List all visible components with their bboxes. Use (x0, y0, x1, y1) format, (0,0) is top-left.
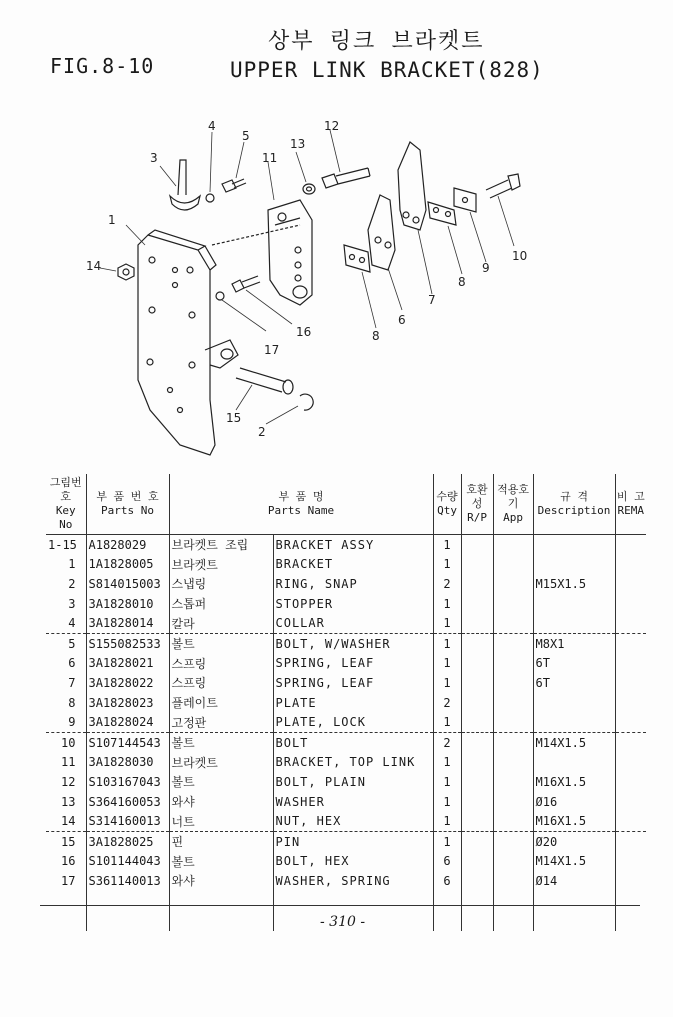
description-cell: M14X1.5 (533, 732, 615, 752)
part-name-ko-cell: 볼트 (169, 633, 273, 653)
part-no-cell: 3A1828021 (86, 654, 169, 674)
callout-12: 12 (324, 119, 340, 133)
qty-cell: 1 (433, 654, 461, 674)
part-name-ko-cell: 칼라 (169, 613, 273, 633)
callout-4: 4 (208, 119, 216, 133)
rp-cell (461, 574, 493, 594)
header-parts-no: 부 품 번 호 Parts No (86, 474, 169, 535)
rema-cell (615, 753, 646, 773)
part-name-cell: BRACKET, TOP LINK (273, 753, 433, 773)
part-name-ko-cell: 고정판 (169, 712, 273, 732)
qty-cell: 1 (433, 831, 461, 851)
table-row (46, 613, 646, 633)
description-cell: Ø16 (533, 792, 615, 812)
rema-cell (615, 633, 646, 653)
callout-17: 17 (264, 343, 280, 357)
key-cell: 12 (46, 772, 86, 792)
description-cell: Ø14 (533, 871, 615, 891)
callout-10: 10 (512, 249, 528, 263)
qty-cell: 1 (433, 753, 461, 773)
blank-cell (169, 891, 273, 931)
table-row (46, 555, 646, 575)
rp-cell (461, 712, 493, 732)
blank-cell (615, 891, 646, 931)
callout-14: 14 (86, 259, 102, 273)
part-name-cell: WASHER (273, 792, 433, 812)
key-cell: 1 (46, 555, 86, 575)
title-korean: 상부 링크 브라켓트 (268, 29, 485, 54)
part-name-ko-cell: 스톱퍼 (169, 594, 273, 614)
part-no-cell: S155082533 (86, 633, 169, 653)
part-name-ko-cell: 와샤 (169, 792, 273, 812)
part-name-cell: PLATE (273, 693, 433, 713)
qty-cell: 1 (433, 712, 461, 732)
title-english: UPPER LINK BRACKET(828) (230, 58, 544, 82)
callout-8a: 8 (372, 329, 380, 343)
app-cell (493, 811, 533, 831)
header-description: 규 격 Description (533, 474, 615, 535)
rp-cell (461, 594, 493, 614)
part-name-ko-cell: 볼트 (169, 732, 273, 752)
part-name-cell: BOLT (273, 732, 433, 752)
part-name-cell: PLATE, LOCK (273, 712, 433, 732)
rp-cell (461, 673, 493, 693)
part-no-cell: S103167043 (86, 772, 169, 792)
app-cell (493, 712, 533, 732)
callout-11: 11 (262, 151, 278, 165)
app-cell (493, 654, 533, 674)
callout-8b: 8 (458, 275, 466, 289)
part-name-cell: BOLT, PLAIN (273, 772, 433, 792)
qty-cell: 2 (433, 732, 461, 752)
part-name-cell: BRACKET ASSY (273, 535, 433, 555)
qty-cell: 1 (433, 555, 461, 575)
table-row (46, 594, 646, 614)
rp-cell (461, 811, 493, 831)
blank-cell (433, 891, 461, 931)
callout-15: 15 (226, 411, 242, 425)
rp-cell (461, 732, 493, 752)
table-row (46, 673, 646, 693)
table-row (46, 693, 646, 713)
key-cell: 16 (46, 852, 86, 872)
rp-cell (461, 871, 493, 891)
blank-cell (46, 891, 86, 931)
part-name-ko-cell: 핀 (169, 831, 273, 851)
rema-cell (615, 852, 646, 872)
app-cell (493, 831, 533, 851)
part-no-cell: 1A1828005 (86, 555, 169, 575)
part-name-ko-cell: 너트 (169, 811, 273, 831)
header-rema: 비 고 REMA (615, 474, 646, 535)
header-parts-name: 부 품 명 Parts Name (169, 474, 433, 535)
part-no-cell: 3A1828030 (86, 753, 169, 773)
app-cell (493, 852, 533, 872)
qty-cell: 2 (433, 574, 461, 594)
part-name-cell: WASHER, SPRING (273, 871, 433, 891)
part-no-cell: 3A1828010 (86, 594, 169, 614)
app-cell (493, 535, 533, 555)
description-cell: 6T (533, 654, 615, 674)
table-row (46, 732, 646, 752)
qty-cell: 2 (433, 693, 461, 713)
rema-cell (615, 594, 646, 614)
callout-7: 7 (428, 293, 436, 307)
blank-cell (86, 891, 169, 931)
part-no-cell: S814015003 (86, 574, 169, 594)
key-cell: 9 (46, 712, 86, 732)
description-cell: 6T (533, 673, 615, 693)
part-name-ko-cell: 플레이트 (169, 693, 273, 713)
parts-table (46, 474, 646, 931)
rema-cell (615, 693, 646, 713)
app-cell (493, 693, 533, 713)
table-row (46, 535, 646, 555)
header-app: 적용호기 App (493, 474, 533, 535)
rp-cell (461, 852, 493, 872)
header-qty: 수량 Qty (433, 474, 461, 535)
part-name-ko-cell: 볼트 (169, 772, 273, 792)
key-cell: 11 (46, 753, 86, 773)
key-cell: 17 (46, 871, 86, 891)
part-name-ko-cell: 브라켓트 (169, 555, 273, 575)
description-cell (533, 555, 615, 575)
table-row (46, 633, 646, 653)
part-name-cell: BRACKET (273, 555, 433, 575)
table-row (46, 852, 646, 872)
part-no-cell: S107144543 (86, 732, 169, 752)
rema-cell (615, 792, 646, 812)
part-name-cell: STOPPER (273, 594, 433, 614)
part-no-cell: 3A1828014 (86, 613, 169, 633)
description-cell (533, 753, 615, 773)
blank-cell (533, 891, 615, 931)
part-no-cell: S361140013 (86, 871, 169, 891)
qty-cell: 1 (433, 772, 461, 792)
callout-9: 9 (482, 261, 490, 275)
part-name-cell: BOLT, HEX (273, 852, 433, 872)
part-name-ko-cell: 볼트 (169, 852, 273, 872)
app-cell (493, 613, 533, 633)
description-cell: M16X1.5 (533, 811, 615, 831)
description-cell (533, 613, 615, 633)
part-name-ko-cell: 브라켓트 (169, 753, 273, 773)
qty-cell: 1 (433, 613, 461, 633)
qty-cell: 1 (433, 535, 461, 555)
rp-cell (461, 654, 493, 674)
app-cell (493, 633, 533, 653)
rp-cell (461, 753, 493, 773)
callout-3: 3 (150, 151, 158, 165)
rp-cell (461, 613, 493, 633)
rp-cell (461, 831, 493, 851)
key-cell: 15 (46, 831, 86, 851)
callout-2: 2 (258, 425, 266, 439)
part-no-cell: A1828029 (86, 535, 169, 555)
app-cell (493, 772, 533, 792)
rema-cell (615, 732, 646, 752)
callout-13: 13 (290, 137, 306, 151)
rp-cell (461, 555, 493, 575)
app-cell (493, 555, 533, 575)
blank-cell (461, 891, 493, 931)
page-number: - 310 - (320, 914, 366, 930)
key-cell: 2 (46, 574, 86, 594)
part-name-ko-cell: 스냅링 (169, 574, 273, 594)
key-cell: 10 (46, 732, 86, 752)
part-name-cell: SPRING, LEAF (273, 673, 433, 693)
table-row (46, 772, 646, 792)
description-cell (533, 693, 615, 713)
rema-cell (615, 831, 646, 851)
key-cell: 7 (46, 673, 86, 693)
key-cell: 4 (46, 613, 86, 633)
description-cell: M16X1.5 (533, 772, 615, 792)
key-cell: 1-15 (46, 535, 86, 555)
table-row (46, 753, 646, 773)
qty-cell: 6 (433, 852, 461, 872)
rp-cell (461, 792, 493, 812)
rema-cell (615, 712, 646, 732)
description-cell (533, 594, 615, 614)
part-no-cell: S101144043 (86, 852, 169, 872)
part-name-cell: BOLT, W/WASHER (273, 633, 433, 653)
rp-cell (461, 772, 493, 792)
table-row (46, 654, 646, 674)
blank-cell (493, 891, 533, 931)
part-no-cell: S364160053 (86, 792, 169, 812)
qty-cell: 1 (433, 673, 461, 693)
part-no-cell: 3A1828024 (86, 712, 169, 732)
table-row (46, 574, 646, 594)
part-name-ko-cell: 브라켓트 조립 (169, 535, 273, 555)
part-name-cell: PIN (273, 831, 433, 851)
part-no-cell: 3A1828023 (86, 693, 169, 713)
description-cell: M14X1.5 (533, 852, 615, 872)
rema-cell (615, 871, 646, 891)
key-cell: 3 (46, 594, 86, 614)
key-cell: 13 (46, 792, 86, 812)
callout-6: 6 (398, 313, 406, 327)
rema-cell (615, 613, 646, 633)
rp-cell (461, 633, 493, 653)
parts-table-body (46, 535, 646, 931)
app-cell (493, 792, 533, 812)
rema-cell (615, 811, 646, 831)
part-no-cell: 3A1828022 (86, 673, 169, 693)
rema-cell (615, 772, 646, 792)
description-cell: Ø20 (533, 831, 615, 851)
rema-cell (615, 555, 646, 575)
qty-cell: 1 (433, 594, 461, 614)
part-name-ko-cell: 와샤 (169, 871, 273, 891)
app-cell (493, 753, 533, 773)
app-cell (493, 871, 533, 891)
description-cell (533, 535, 615, 555)
callout-5: 5 (242, 129, 250, 143)
table-row (46, 792, 646, 812)
description-cell: M15X1.5 (533, 574, 615, 594)
app-cell (493, 673, 533, 693)
qty-cell: 1 (433, 633, 461, 653)
table-row (46, 871, 646, 891)
table-row (46, 831, 646, 851)
header-rp: 호환성 R/P (461, 474, 493, 535)
table-row (46, 712, 646, 732)
part-name-ko-cell: 스프링 (169, 654, 273, 674)
qty-cell: 1 (433, 811, 461, 831)
app-cell (493, 732, 533, 752)
app-cell (493, 594, 533, 614)
rp-cell (461, 535, 493, 555)
figure-number: FIG.8-10 (50, 54, 155, 78)
qty-cell: 6 (433, 871, 461, 891)
part-name-cell: SPRING, LEAF (273, 654, 433, 674)
rema-cell (615, 574, 646, 594)
description-cell: M8X1 (533, 633, 615, 653)
part-no-cell: S314160013 (86, 811, 169, 831)
description-cell (533, 712, 615, 732)
part-name-cell: NUT, HEX (273, 811, 433, 831)
rp-cell (461, 693, 493, 713)
table-row (46, 811, 646, 831)
part-no-cell: 3A1828025 (86, 831, 169, 851)
header-key-no: 그림번호 Key No (46, 474, 86, 535)
part-name-cell: RING, SNAP (273, 574, 433, 594)
key-cell: 8 (46, 693, 86, 713)
part-name-cell: COLLAR (273, 613, 433, 633)
key-cell: 5 (46, 633, 86, 653)
exploded-parts-diagram (0, 100, 673, 460)
rema-cell (615, 654, 646, 674)
key-cell: 14 (46, 811, 86, 831)
app-cell (493, 574, 533, 594)
callout-16: 16 (296, 325, 312, 339)
table-bottom-rule (40, 905, 640, 906)
part-name-ko-cell: 스프링 (169, 673, 273, 693)
callout-1: 1 (108, 213, 116, 227)
rema-cell (615, 673, 646, 693)
qty-cell: 1 (433, 792, 461, 812)
key-cell: 6 (46, 654, 86, 674)
rema-cell (615, 535, 646, 555)
table-header-row (46, 474, 646, 535)
